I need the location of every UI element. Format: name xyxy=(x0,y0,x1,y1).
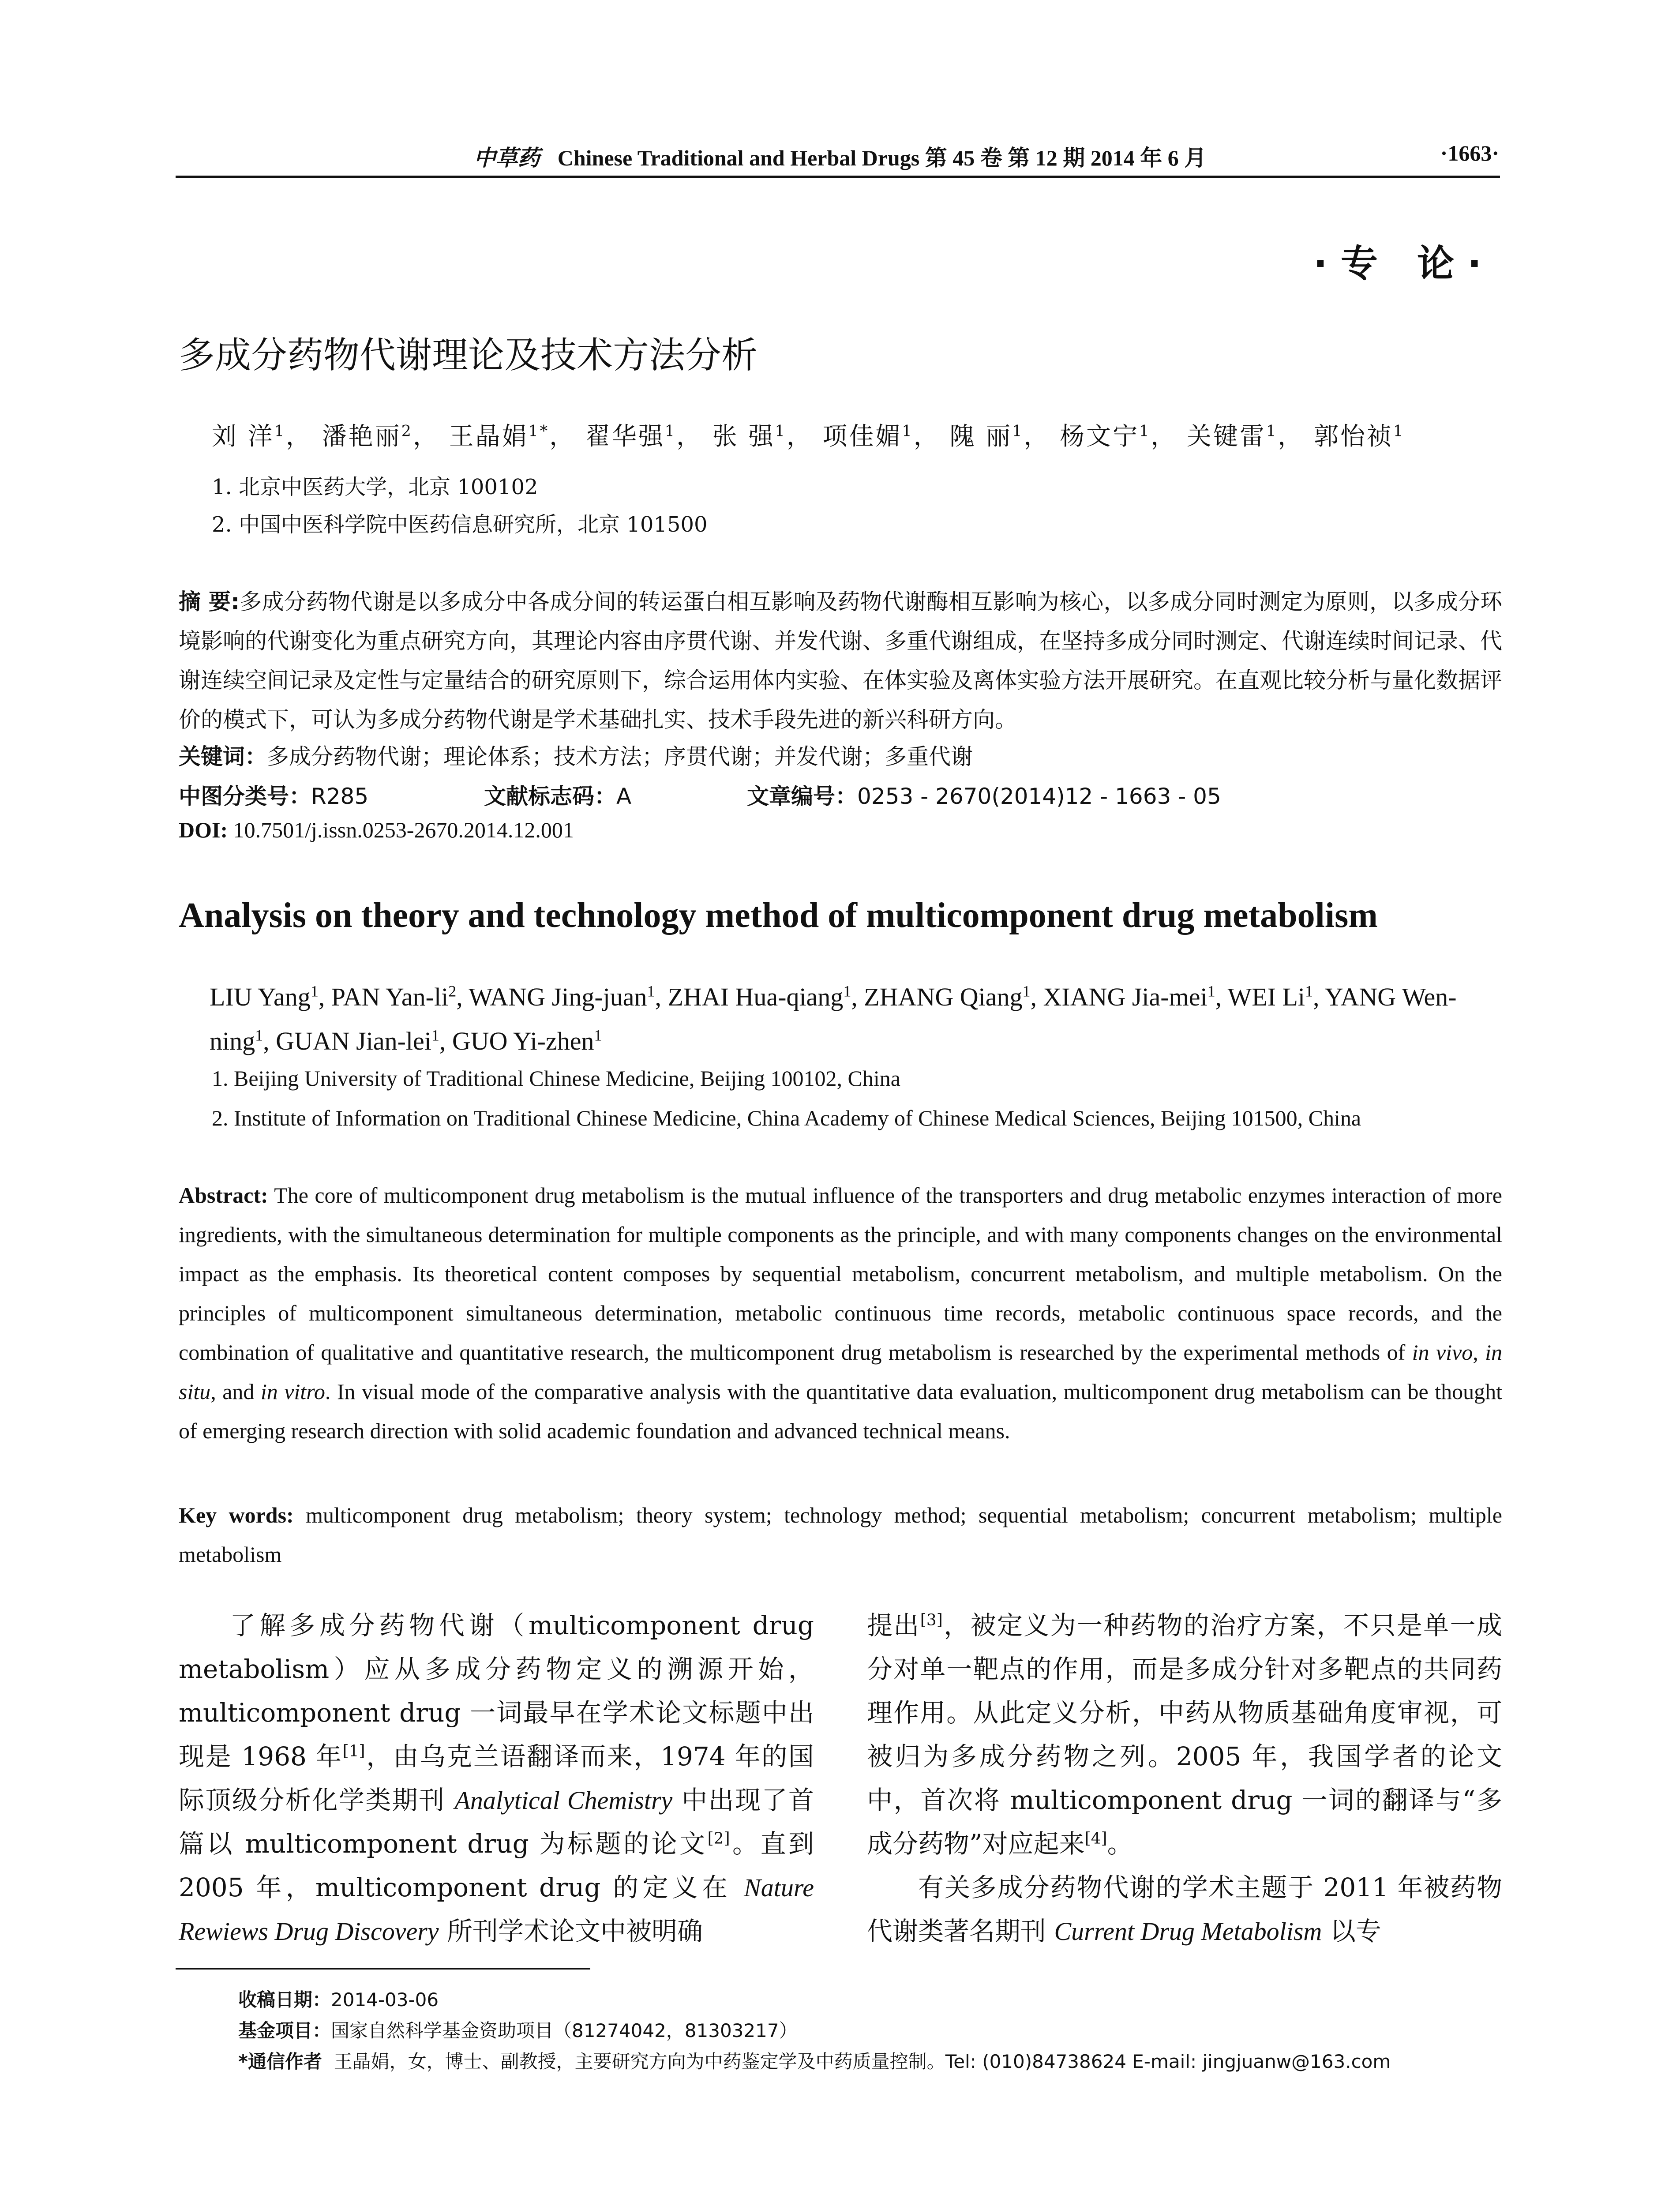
abstract-en-sep-2: , and xyxy=(210,1379,261,1404)
citation-ref[interactable]: [4] xyxy=(1084,1829,1107,1848)
body-text: 有关多成分药物代谢的学术主题于 2011 年被药物代谢类著名期刊 xyxy=(867,1872,1502,1946)
author-cn: 关键雷 xyxy=(1187,422,1267,451)
author-sup: 1* xyxy=(528,422,550,440)
author-sup: 2 xyxy=(401,422,413,440)
author-cn: 项佳媚 xyxy=(822,422,902,451)
author-en: ZHAI Hua-qiang xyxy=(668,983,844,1011)
title-en: Analysis on theory and technology method of multicomponent drug metabolism xyxy=(179,896,1378,935)
author-sup: 1 xyxy=(1139,422,1151,440)
article-no-label: 文章编号： xyxy=(747,784,858,809)
author-sup: 2 xyxy=(448,982,457,1000)
author-cn: 郭怡祯 xyxy=(1313,422,1393,451)
footnote-received-value: 2014-03-06 xyxy=(331,1989,439,2011)
author-en: YANG Wen-ning xyxy=(210,983,1457,1055)
author-en: PAN Yan-li xyxy=(331,983,449,1011)
citation-ref[interactable]: [2] xyxy=(707,1829,730,1848)
body-column-left xyxy=(179,1604,814,1953)
abstract-en-label: Abstract: xyxy=(179,1183,268,1208)
title-cn: 多成分药物代谢理论及技术方法分析 xyxy=(179,334,758,376)
journal-name-cn: 中草药 xyxy=(473,145,540,171)
footnote-fund xyxy=(238,2016,798,2043)
header-rule xyxy=(176,176,1500,178)
author-cn: 杨文宁 xyxy=(1060,422,1140,451)
author-sup: 1 xyxy=(902,422,914,440)
article-no-value: 0253 - 2670(2014)12 - 1663 - 05 xyxy=(857,784,1221,809)
authors-en: LIU Yang$^1$, PAN Yan-$li^2$, WANG Jing-juan$^1$, ZHAI Hua-qiang$^1$, ZHANG Qiang$^1$, XIANG Jia-mei$^1$, WEI Li$^1$, YANG Wen-ning$^1$, GUAN Jian-lei$^1$, GUO Yi-zhen$^1$ xyxy=(210,982,1457,1055)
keywords-en-text: multicomponent drug metabolism; theory system; technology method; sequential metabolism; concurrent metabolism; multiple metabolism xyxy=(179,1503,1502,1567)
author-sup: 1 xyxy=(775,422,787,440)
body-text: 以专 xyxy=(1322,1916,1381,1946)
footnote-corresponding-label: *通信作者 xyxy=(238,2051,322,2072)
keywords-en xyxy=(179,1496,1502,1574)
abstract-en-text-1: The core of multicomponent drug metabolism is the mutual influence of the transporters and drug metabolic enzymes interaction of more ingredients, with the simultaneous determination for multiple components as the principle, and with many components changes on the environmental impact as the emphasis. Its theoretical content composes by sequential metabolism, concurrent metabolism, and multiple metabolism. On the principles of multicomponent simultaneous determination, metabolic continuous time records, metabolic continuous space records, and the combination of qualitative and quantitative research, the multicomponent drug metabolism is researched by the experimental methods of xyxy=(179,1183,1502,1365)
author-cn: 王晶娟 xyxy=(449,422,529,451)
body-text: 中出现了首篇以 multicomponent drug 为标题的论文 xyxy=(179,1785,814,1859)
abstract-en-sep-1: , xyxy=(1473,1340,1485,1365)
author-sup: 1 xyxy=(594,1026,602,1044)
author-en: GUO Yi-zhen xyxy=(452,1027,594,1055)
author-sup: 1 xyxy=(1305,982,1313,1000)
author-sup: 1 xyxy=(431,1026,439,1044)
author-sup: 1 xyxy=(647,982,655,1000)
abstract-cn-label: 摘 要: xyxy=(179,589,240,615)
abstract-en-in-vivo: in vivo xyxy=(1412,1340,1473,1365)
footnote-received-label: 收稿日期： xyxy=(238,1989,331,2011)
author-sup: 1 xyxy=(310,982,319,1000)
body-text: 。直到 2005 年，multicomponent drug 的定义在 xyxy=(179,1829,814,1902)
author-sup: 1 xyxy=(664,422,676,440)
author-sup: 1 xyxy=(1393,422,1405,440)
abstract-en-in-situ: in situ xyxy=(179,1340,1503,1404)
author-cn: 潘艳丽 xyxy=(322,422,401,451)
author-sup: 1 xyxy=(274,422,286,440)
footnote-corresponding xyxy=(238,2047,1391,2074)
keywords-cn-label: 关键词： xyxy=(179,744,267,769)
body-text: 了解多成分药物代谢（multicomponent drug metabolism）应从多成分药物定义的溯源开始，multicomponent drug 一词最早在学术论文标题中出现是 1968 年 xyxy=(179,1610,814,1771)
abstract-en-text-2: . In visual mode of the comparative analysis with the quantitative data evaluation, multicomponent drug metabolism can be thought of emerging research direction with solid academic foundation and advanced technical means. xyxy=(179,1379,1502,1443)
journal-name: Nature Rewiews Drug Discovery xyxy=(179,1873,814,1946)
body-text: ，由乌克兰语翻译而来，1974 年的国际顶级分析化学类期刊 xyxy=(179,1741,814,1815)
author-en: WANG Jing-juan xyxy=(469,983,647,1011)
body-paragraph xyxy=(867,1866,1502,1953)
doi-value: 10.7501/j.issn.0253-2670.2014.12.001 xyxy=(233,818,574,842)
footnote-fund-label: 基金项目： xyxy=(238,2020,331,2041)
abstract-en xyxy=(179,1176,1502,1451)
body-text: ，被定义为一种药物的治疗方案，不只是单一成分对单一靶点的作用，而是多成分针对多靶点的共同药理作用。从此定义分析，中药从物质基础角度审视，可被归为多成分药物之列。2005 年，我国学者的论文中，首次将 multicomponent drug 一词的翻译与“多成分药物”对应起来 xyxy=(867,1610,1502,1859)
running-header xyxy=(0,140,1680,172)
author-en: ZHANG Qiang xyxy=(864,983,1023,1011)
doc-code-label: 文献标志码： xyxy=(484,784,616,809)
section-label: ·专 论· xyxy=(1313,242,1495,285)
classification-line xyxy=(179,779,1221,810)
abstract-cn-text: 多成分药物代谢是以多成分中各成分间的转运蛋白相互影响及药物代谢酶相互影响为核心，以多成分同时测定为原则，以多成分环境影响的代谢变化为重点研究方向，其理论内容由序贯代谢、并发代谢、多重代谢组成，在坚持多成分同时测定、代谢连续时间记录、代谢连续空间记录及定性与定量结合的研究原则下，综合运用体内实验、在体实验及离体实验方法开展研究。在直观比较分析与量化数据评价的模式下，可认为多成分药物代谢是学术基础扎实、技术手段先进的新兴科研方向。 xyxy=(179,589,1503,732)
body-text: 。 xyxy=(1107,1829,1133,1859)
affiliation-cn-1: 1. 北京中医药大学，北京 100102 xyxy=(212,475,538,499)
author-sup: 1 xyxy=(1022,982,1031,1000)
body-paragraph xyxy=(179,1604,814,1953)
author-sup: 1 xyxy=(255,1026,263,1044)
footnote-corresponding-value: 王晶娟，女，博士、副教授，主要研究方向为中药鉴定学及中药质量控制。Tel: (010)84738624 E-mail: jingjuanw@163.com xyxy=(334,2051,1391,2072)
author-en: GUAN Jian-lei xyxy=(276,1027,431,1055)
keywords-cn xyxy=(179,739,973,771)
affiliation-cn-2: 2. 中国中医科学院中医药信息研究所，北京 101500 xyxy=(212,512,708,537)
footnote-fund-value: 国家自然科学基金资助项目（81274042，81303217） xyxy=(331,2020,798,2041)
authors-cn: 刘 洋$^1$， 潘艳丽$^2$， 王晶娟$^{1*}$， 翟华强$^1$， 张 强$^1$， 项佳媚$^1$， 隗 丽$^1$， 杨文宁$^1$， 关键雷$^1$， 郭怡祯$^1$ xyxy=(212,422,1405,451)
body-paragraph xyxy=(867,1604,1502,1866)
footnote-rule xyxy=(176,1968,590,1970)
keywords-en-label: Key words: xyxy=(179,1503,294,1527)
affiliation-en-1: 1. Beijing University of Traditional Chinese Medicine, Beijing 100102, China xyxy=(212,1066,900,1091)
author-en: XIANG Jia-mei xyxy=(1043,983,1208,1011)
citation-ref[interactable]: [1] xyxy=(342,1742,365,1760)
abstract-en-in-vitro: in vitro xyxy=(260,1379,325,1404)
citation-ref[interactable]: [3] xyxy=(920,1611,943,1629)
doi-line xyxy=(179,817,574,843)
footnote-received xyxy=(238,1985,439,2012)
author-sup: 1 xyxy=(1207,982,1215,1000)
journal-name: Analytical Chemistry xyxy=(454,1786,673,1815)
author-cn: 隗 丽 xyxy=(949,422,1012,451)
body-column-right xyxy=(867,1604,1502,1953)
clc-value: R285 xyxy=(311,784,369,809)
clc-label: 中图分类号： xyxy=(179,784,311,809)
author-en: LIU Yang xyxy=(210,983,311,1011)
author-cn: 张 强 xyxy=(712,422,775,451)
doc-code-value: A xyxy=(616,784,632,809)
author-sup: 1 xyxy=(1012,422,1024,440)
keywords-cn-text: 多成分药物代谢；理论体系；技术方法；序贯代谢；并发代谢；多重代谢 xyxy=(267,744,973,769)
body-text: 提出 xyxy=(867,1610,920,1640)
author-sup: 1 xyxy=(843,982,851,1000)
journal-name: Current Drug Metabolism xyxy=(1054,1917,1322,1946)
author-cn: 翟华强 xyxy=(585,422,665,451)
body-text: 所刊学术论文中被明确 xyxy=(439,1916,703,1946)
journal-issue-info: Chinese Traditional and Herbal Drugs 第 45 卷 第 12 期 2014 年 6 月 xyxy=(557,146,1207,170)
page-number: ·1663· xyxy=(1440,141,1499,165)
author-sup: 1 xyxy=(1266,422,1278,440)
author-cn: 刘 洋 xyxy=(212,422,274,451)
doi-label: DOI: xyxy=(179,818,228,842)
affiliation-en-2: 2. Institute of Information on Traditional Chinese Medicine, China Academy of Chinese Medical Sciences, Beijing 101500, China xyxy=(212,1106,1361,1130)
author-en: WEI Li xyxy=(1227,983,1305,1011)
abstract-cn xyxy=(179,582,1502,739)
